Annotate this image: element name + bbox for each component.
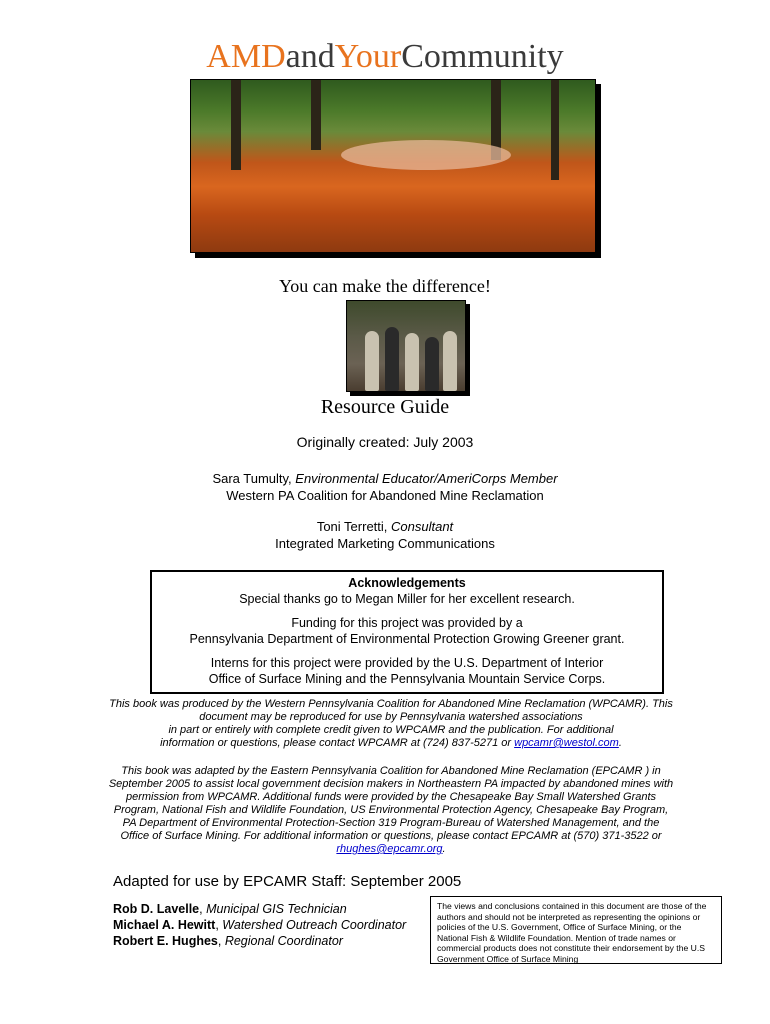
author-org: Western PA Coalition for Abandoned Mine Reclamation xyxy=(226,488,544,503)
title-amd: AMD xyxy=(206,38,286,75)
staff-item: Robert E. Hughes, Regional Coordinator xyxy=(113,934,343,948)
notice-line: Program, National Fish and Wildlife Foundation, US Environmental Protection Agency, Chesapeake Bay Program, xyxy=(113,804,669,816)
subtitle: You can make the difference! xyxy=(279,276,491,296)
created-date: Originally created: July 2003 xyxy=(296,434,474,450)
notice-end: . xyxy=(618,737,622,749)
title-your: Your xyxy=(334,38,402,75)
staff-name: Michael A. Hewitt xyxy=(113,918,216,932)
wpcamr-email-link[interactable]: wpcamr@westol.com xyxy=(514,737,619,749)
ack-line: Funding for this project was provided by a xyxy=(291,616,523,630)
acknowledgements-box xyxy=(150,570,664,694)
staff-item: Michael A. Hewitt, Watershed Outreach Coordinator xyxy=(113,918,407,932)
author-block-1 xyxy=(0,470,770,504)
hero-photo-orange-stream xyxy=(190,79,596,253)
notice-line: September 2005 to assist local government decision makers in Northeastern PA impacted by abandoned mines with xyxy=(108,778,674,790)
notice-line: document may be reproduced for use by Pennsylvania watershed associations xyxy=(199,711,583,723)
notice-line: This book was produced by the Western Pennsylvania Coalition for Abandoned Mine Reclamation (WPCAMR). This xyxy=(109,698,673,710)
acknowledgements-heading: Acknowledgements xyxy=(348,576,466,590)
notice-line: permission from WPCAMR. Additional funds were provided by the Chesapeake Bay Small Watershed Grants xyxy=(125,791,657,803)
staff-role: Municipal GIS Technician xyxy=(206,902,347,916)
staff-role: Watershed Outreach Coordinator xyxy=(222,918,407,932)
author-name: Sara Tumulty, xyxy=(212,471,296,486)
author-name: Toni Terretti, xyxy=(316,519,392,534)
wpcamr-notice xyxy=(108,698,674,750)
notice-line: Office of Surface Mining. For additional information or questions, please contact EPCAMR at (570) 371-3522 or xyxy=(120,830,662,842)
document-title xyxy=(0,38,770,76)
title-community: Community xyxy=(401,38,564,75)
epcamr-notice xyxy=(108,765,674,856)
author-role: Environmental Educator/AmeriCorps Member xyxy=(295,471,558,486)
notice-end: . xyxy=(442,843,446,855)
ack-line: Interns for this project were provided by the U.S. Department of Interior xyxy=(210,656,604,670)
notice-line: PA Department of Environmental Protection-Section 319 Program-Bureau of Watershed Management, and the xyxy=(122,817,660,829)
staff-name: Robert E. Hughes xyxy=(113,934,218,948)
adapted-heading: Adapted for use by EPCAMR Staff: September 2005 xyxy=(113,873,462,890)
author-org: Integrated Marketing Communications xyxy=(275,536,495,551)
staff-item: Rob D. Lavelle, Municipal GIS Technician xyxy=(113,902,347,916)
staff-list xyxy=(113,901,406,949)
staff-name: Rob D. Lavelle xyxy=(113,902,200,916)
staff-role: Regional Coordinator xyxy=(224,934,343,948)
group-photo xyxy=(346,300,466,392)
author-role: Consultant xyxy=(391,519,454,534)
epcamr-email-link[interactable]: rhughes@epcamr.org xyxy=(336,843,443,855)
notice-line: information or questions, please contact WPCAMR at (724) 837-5271 or xyxy=(160,737,515,749)
notice-line: in part or entirely with complete credit given to WPCAMR and the publication. For additional xyxy=(168,724,614,736)
title-and: and xyxy=(285,38,335,75)
ack-line: Special thanks go to Megan Miller for her excellent research. xyxy=(239,592,575,606)
author-block-2 xyxy=(0,518,770,552)
disclaimer-box: The views and conclusions contained in this document are those of the authors and should not be interpreted as representing the opinions or policies of the U.S. Government, Office of Surface Mining, or the National Fish & Wildlife Foundation. Mention of trade names or commercial products does not constitute their endorsement by the U.S Government Office of Surface Mining xyxy=(430,896,722,964)
resource-guide-heading: Resource Guide xyxy=(320,396,450,418)
ack-line: Pennsylvania Department of Environmental Protection Growing Greener grant. xyxy=(189,632,625,646)
ack-line: Office of Surface Mining and the Pennsylvania Mountain Service Corps. xyxy=(208,672,606,686)
notice-line: This book was adapted by the Eastern Pennsylvania Coalition for Abandoned Mine Reclamation (EPCAMR ) in xyxy=(121,765,661,777)
